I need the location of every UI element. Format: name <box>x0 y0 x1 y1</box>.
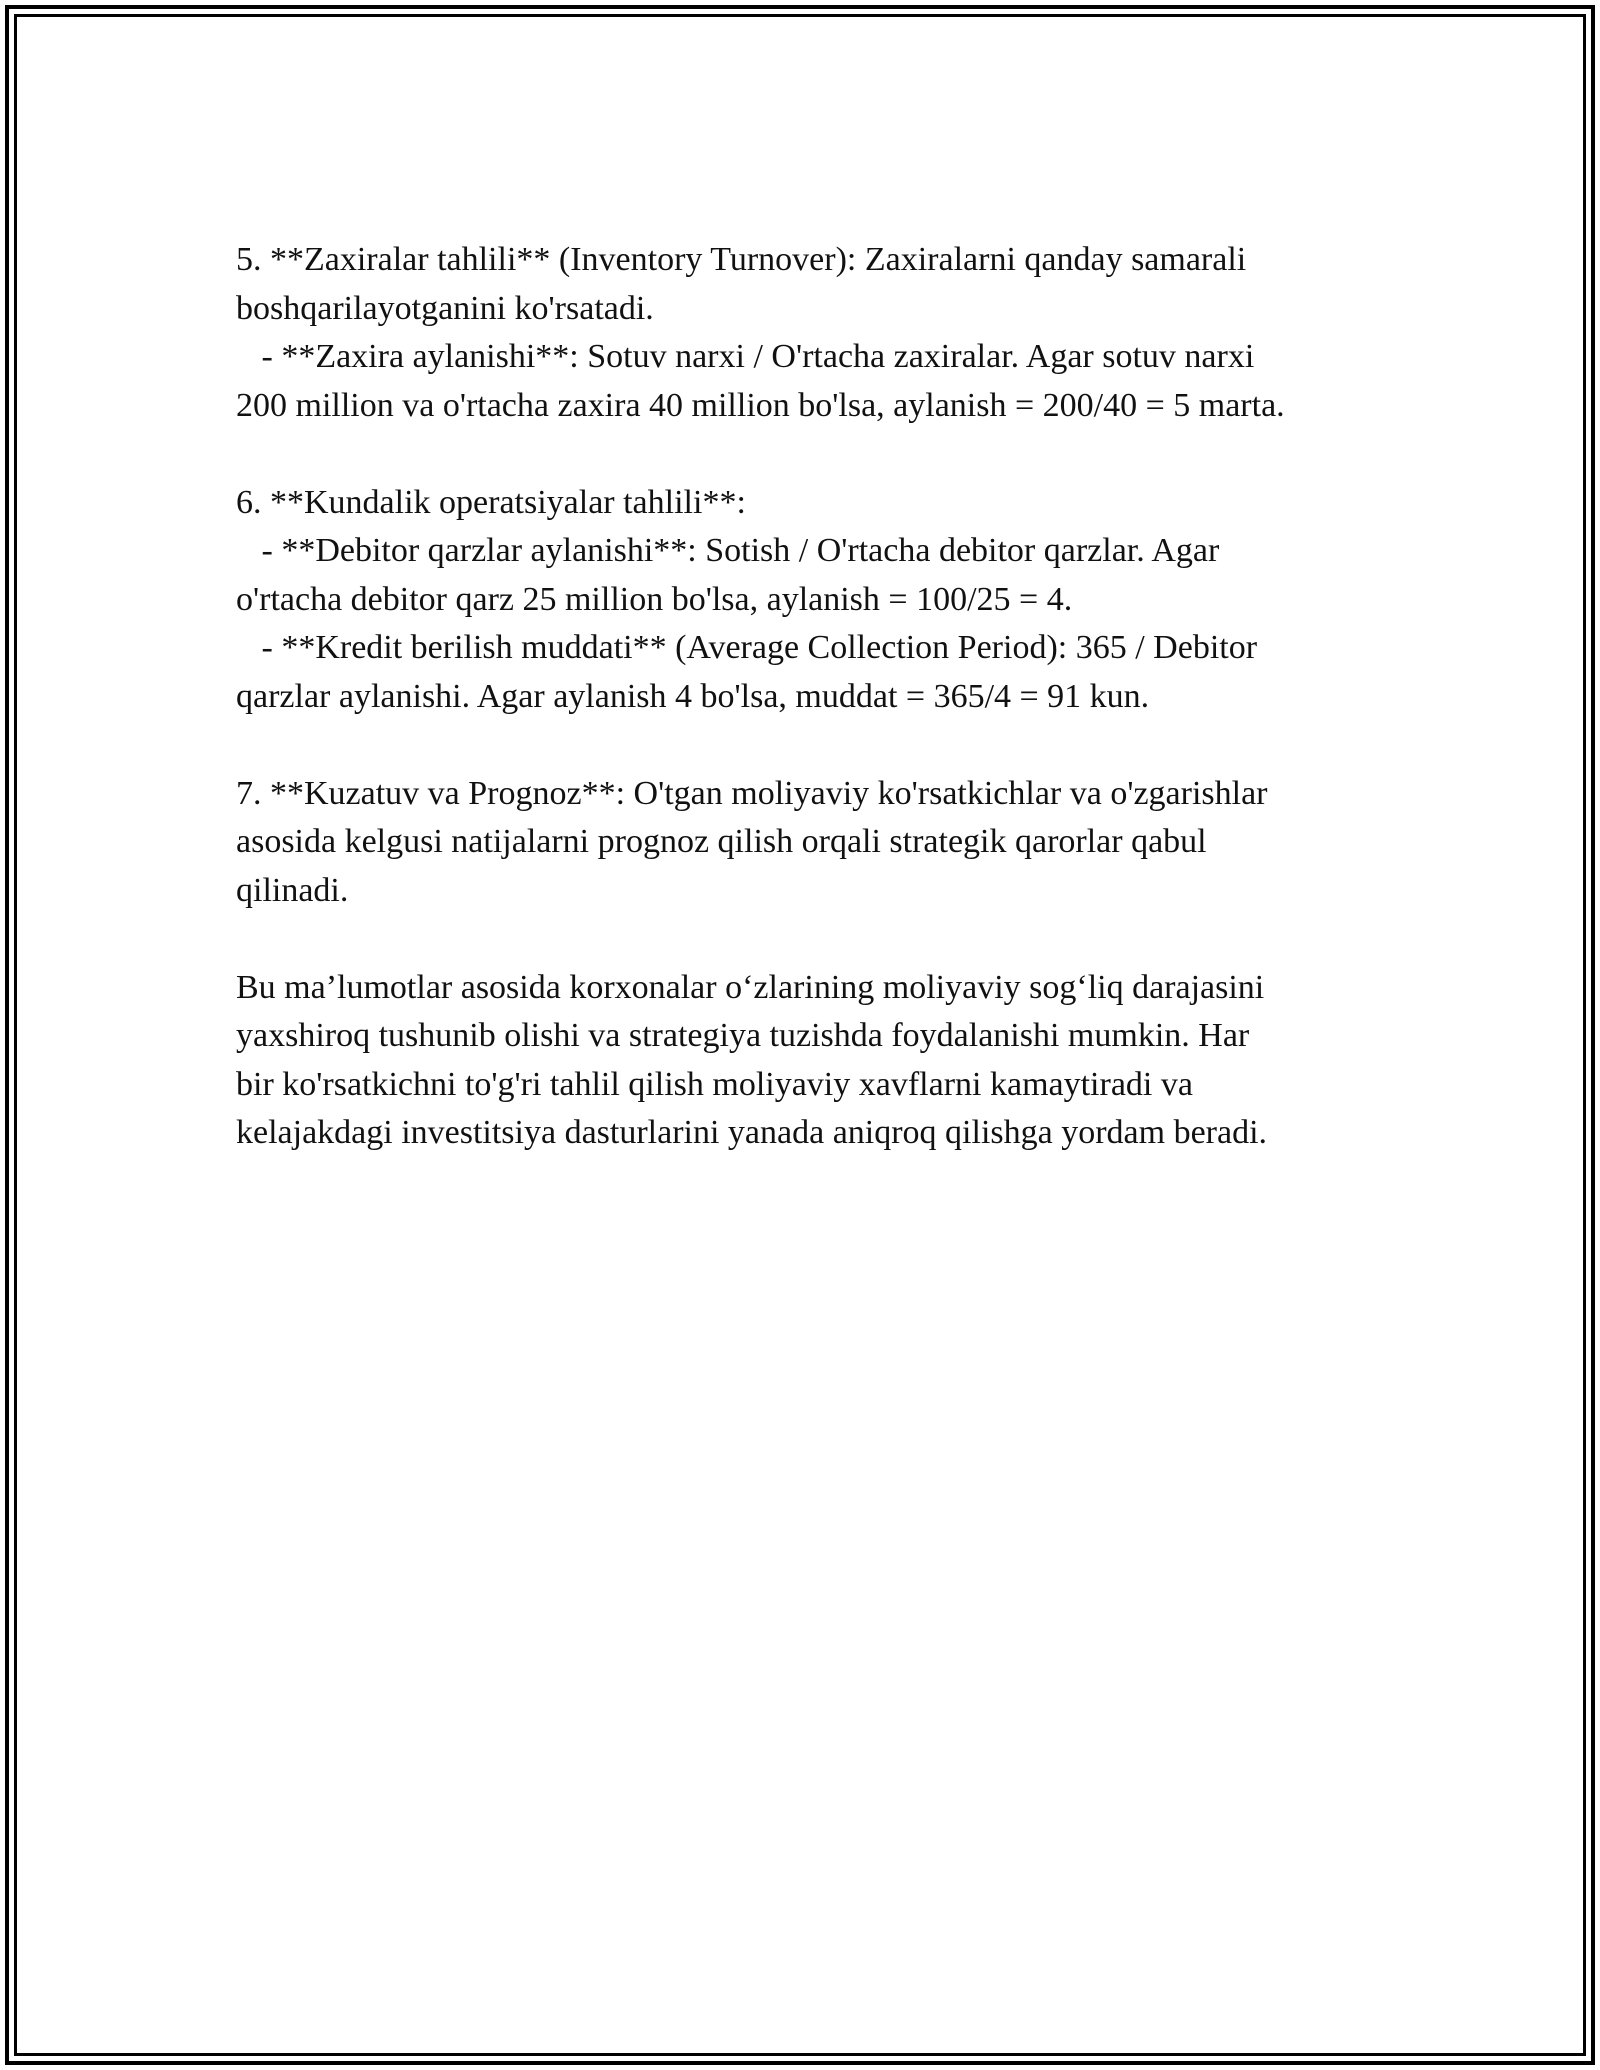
section-7-paragraph <box>236 770 1386 916</box>
text-line: yaxshiroq tushunib olishi va strategiya tuzishda foydalanishi mumkin. Har <box>236 1017 1250 1054</box>
text-line: - **Debitor qarzlar aylanishi**: Sotish / O'rtacha debitor qarzlar. Agar <box>236 532 1220 569</box>
paragraph-spacer <box>236 915 1386 964</box>
text-line: boshqarilayotganini ko'rsatadi. <box>236 289 654 327</box>
section-6-paragraph <box>236 479 1386 722</box>
text-line: o'rtacha debitor qarz 25 million bo'lsa, aylanish = 100/25 = 4. <box>236 580 1073 618</box>
text-line: 5. **Zaxiralar tahlili** (Inventory Turnover): Zaxiralarni qanday samarali <box>236 241 1247 278</box>
text-line: bir ko'rsatkichni to'g'ri tahlil qilish moliyaviy xavflarni kamaytiradi va <box>236 1065 1193 1103</box>
text-line: qilinadi. <box>236 871 349 909</box>
paragraph-spacer <box>236 721 1386 770</box>
text-line: 7. **Kuzatuv va Prognoz**: O'tgan moliyaviy ko'rsatkichlar va o'zgarishlar <box>236 774 1268 812</box>
section-5-paragraph <box>236 236 1386 430</box>
text-line: - **Zaxira aylanishi**: Sotuv narxi / O'rtacha zaxiralar. Agar sotuv narxi <box>236 338 1255 375</box>
text-line: - **Kredit berilish muddati** (Average Collection Period): 365 / Debitor <box>236 629 1258 666</box>
text-line: qarzlar aylanishi. Agar aylanish 4 bo'lsa, muddat = 365/4 = 91 kun. <box>236 677 1150 715</box>
text-line: Bu ma’lumotlar asosida korxonalar o‘zlarining moliyaviy sog‘liq darajasini <box>236 968 1265 1006</box>
paragraph-spacer <box>236 430 1386 479</box>
text-line: 6. **Kundalik operatsiyalar tahlili**: <box>236 483 746 521</box>
text-line: kelajakdagi investitsiya dasturlarini yanada aniqroq qilishga yordam beradi. <box>236 1114 1268 1151</box>
text-line: asosida kelgusi natijalarni prognoz qilish orqali strategik qarorlar qabul <box>236 823 1207 860</box>
text-line: 200 million va o'rtacha zaxira 40 million bo'lsa, aylanish = 200/40 = 5 marta. <box>236 386 1285 424</box>
document-body <box>236 236 1386 1158</box>
conclusion-paragraph <box>236 964 1386 1158</box>
